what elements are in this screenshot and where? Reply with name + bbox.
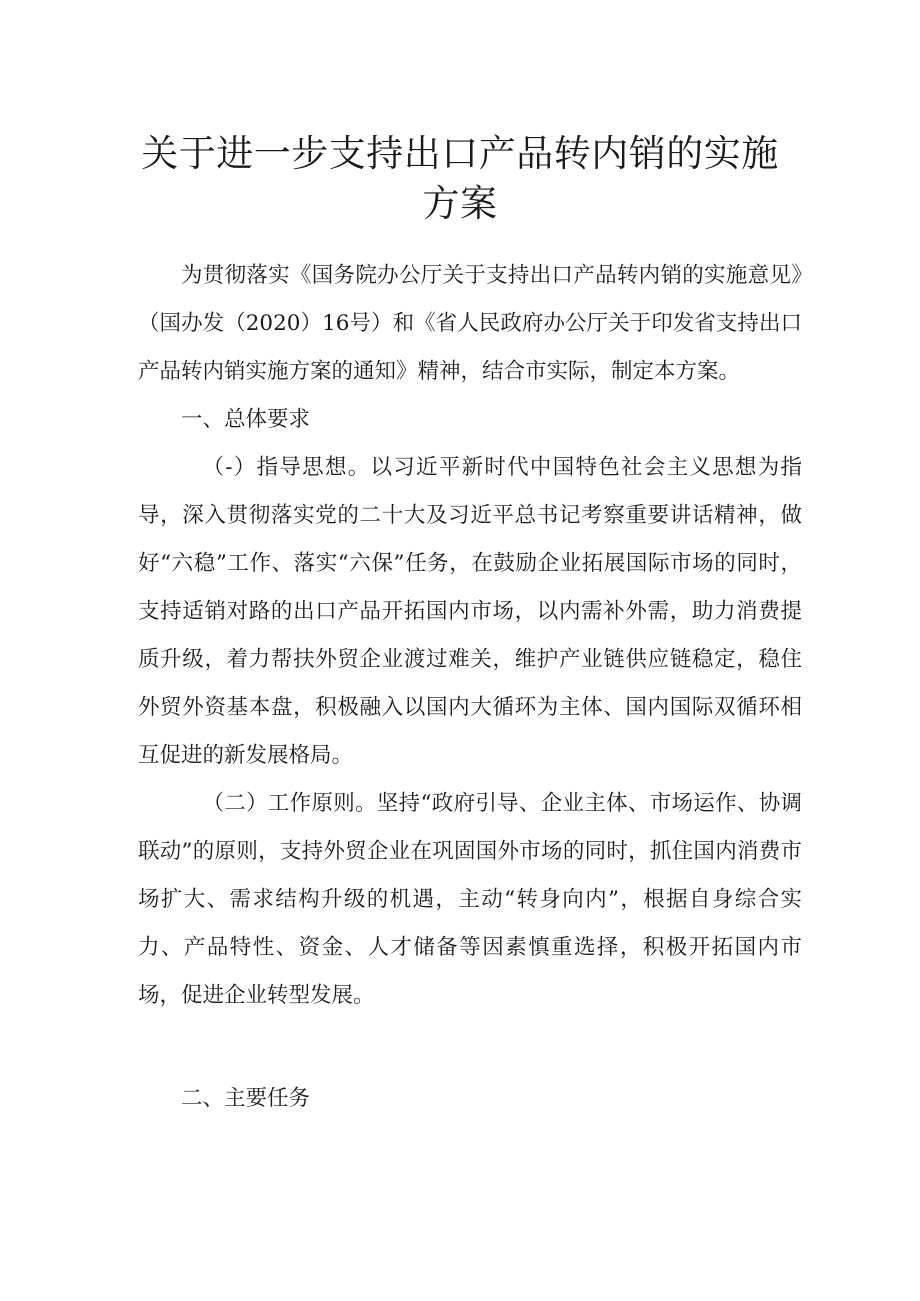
guiding-thought-paragraph: （-）指导思想。以习近平新时代中国特色社会主义思想为指导，深入贯彻落实党的二十大及习近平总书记考察重要讲话精神，做好“六稳”工作、落实“六保”任务，在鼓励企业拓展国际市场的同时，支持适销对路的出口产品开拓国内市场，以内需补外需，助力消费提质升级，着力帮扶外贸企业渡过难关，维护产业链供应链稳定，稳住外贸外资基本盘，积极融入以国内大循环为主体、国内国际双循环相互促进的新发展格局。 <box>138 455 802 768</box>
work-principles-paragraph: （二）工作原则。坚持“政府引导、企业主体、市场运作、协调联动”的原则，支持外贸企业在巩固国外市场的同时，抓住国内消费市场扩大、需求结构升级的机遇，主动“转身向内”，根据自身综合实力、产品特性、资金、人才储备等因素慎重选择，积极开拓国内市场，促进企业转型发展。 <box>138 791 802 1008</box>
document-title: 关于进一步支持出口产品转内销的实施方案 <box>141 131 779 225</box>
document-body <box>138 252 802 1020</box>
intro-paragraph: 为贯彻落实《国务院办公厅关于支持出口产品转内销的实施意见》（国办发（2020）16号）和《省人民政府办公厅关于印发省支持出口产品转内销实施方案的通知》精神，结合市实际，制定本方案。 <box>138 263 802 384</box>
section-heading-main-tasks: 二、主要任务 <box>181 1086 311 1111</box>
section-heading-overall-requirements: 一、总体要求 <box>181 407 311 432</box>
